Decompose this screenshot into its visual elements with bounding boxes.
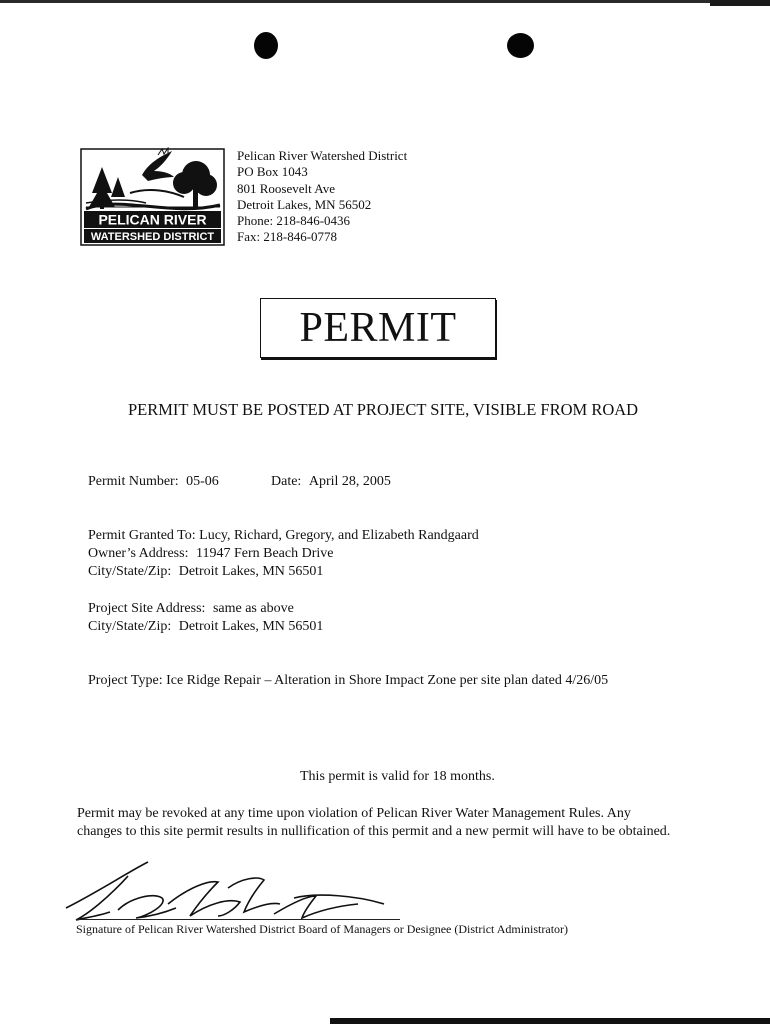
site-city-label: City/State/Zip: — [88, 619, 172, 634]
signature-caption: Signature of Pelican River Watershed District Board of Managers or Designee (District Administrator) — [76, 922, 569, 936]
scan-edge-corner — [710, 0, 770, 6]
date-value: April 28, 2005 — [308, 474, 391, 489]
project-type-value: Ice Ridge Repair – Alteration in Shore Impact Zone per site plan dated 4/26/05 — [166, 673, 609, 688]
owner-city-row — [88, 564, 323, 580]
revocation-line-2: changes to this site permit results in nullification of this permit and a new permit will have to be obtained. — [77, 824, 671, 839]
address-line: Detroit Lakes, MN 56502 — [237, 196, 372, 212]
date-row — [271, 474, 391, 490]
address-line: PO Box 1043 — [237, 164, 308, 180]
logo-line2: WATERSHED DISTRICT — [90, 231, 215, 243]
site-address-label: Project Site Address: — [88, 601, 206, 616]
granted-to-label: Permit Granted To: — [88, 528, 196, 543]
owner-address-row — [88, 546, 333, 562]
permit-number-value: 05-06 — [186, 474, 219, 489]
permit-number-label: Permit Number: — [88, 474, 179, 489]
logo-line1: PELICAN RIVER — [98, 211, 207, 228]
district-address — [237, 148, 407, 246]
revocation-line-1: Permit may be revoked at any time upon violation of Pelican River Water Management Rules. Any — [77, 806, 631, 821]
posting-notice: PERMIT MUST BE POSTED AT PROJECT SITE, VISIBLE FROM ROAD — [128, 400, 639, 419]
address-line: Fax: 218-846-0778 — [237, 229, 338, 245]
pelican-river-logo — [80, 147, 225, 247]
scan-edge-bottom — [330, 1018, 770, 1024]
site-city-value: Detroit Lakes, MN 56501 — [178, 619, 324, 634]
validity-statement: This permit is valid for 18 months. — [300, 769, 495, 784]
owner-address-value: 11947 Fern Beach Drive — [195, 546, 334, 561]
granted-to-row — [88, 528, 479, 544]
hole-punch-right — [507, 33, 534, 58]
address-line: Phone: 218-846-0436 — [237, 213, 351, 229]
address-line: Pelican River Watershed District — [237, 148, 408, 163]
hole-punch-left — [254, 32, 278, 59]
project-type-row — [88, 673, 608, 689]
granted-to-value: Lucy, Richard, Gregory, and Elizabeth Randgaard — [199, 528, 479, 543]
owner-city-label: City/State/Zip: — [88, 564, 172, 579]
owner-address-label: Owner’s Address: — [88, 546, 189, 561]
project-type-label: Project Type: — [88, 673, 163, 688]
owner-city-value: Detroit Lakes, MN 56501 — [178, 564, 324, 579]
scan-edge-top — [0, 0, 770, 3]
address-line: 801 Roosevelt Ave — [237, 180, 335, 196]
signature-line — [76, 919, 400, 920]
site-city-row — [88, 619, 323, 635]
site-address-row — [88, 601, 294, 617]
permit-number-row — [88, 474, 219, 490]
permit-title: PERMIT — [260, 298, 496, 358]
date-label: Date: — [271, 474, 302, 489]
site-address-value: same as above — [212, 601, 294, 616]
